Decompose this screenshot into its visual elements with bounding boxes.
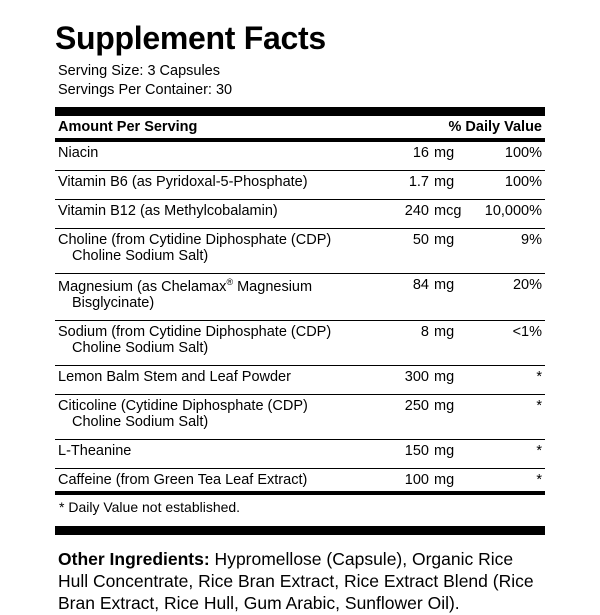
nutrient-amount (358, 320, 470, 359)
nutrient-daily-value: 100% (504, 144, 542, 161)
nutrient-daily-value: 9% (521, 231, 542, 248)
nutrient-name: Vitamin B12 (as Methylcobalamin) (58, 202, 278, 219)
nutrient-daily-value: 10,000% (484, 202, 542, 219)
nutrient-amount (358, 394, 470, 433)
table-row (55, 439, 545, 462)
table-row (55, 320, 545, 359)
nutrient-amount-value: 8 (420, 323, 429, 340)
nutrient-amount-unit: mg (434, 397, 455, 414)
nutrient-amount (358, 273, 470, 313)
nutrient-name-continued: Choline Sodium Salt) (72, 413, 209, 430)
nutrient-name: Lemon Balm Stem and Leaf Powder (58, 368, 291, 385)
other-ingredients-text: Hypromellose (Capsule), Organic Rice Hull Concentrate, Rice Bran Extract, Rice Extract Blend (Rice Bran Extract, Rice Hull, Gum Arabic, Sunflower Oil). (58, 548, 534, 614)
nutrient-name: L-Theanine (58, 442, 132, 459)
nutrient-name-continued: Choline Sodium Salt) (72, 247, 209, 264)
nutrient-amount-value: 300 (404, 368, 429, 385)
nutrient-amount-unit: mg (434, 276, 455, 293)
nutrient-amount (358, 199, 470, 222)
nutrient-amount-value: 250 (404, 397, 429, 414)
nutrient-name: Caffeine (from Green Tea Leaf Extract) (58, 471, 308, 488)
page-title: Supplement Facts (55, 20, 326, 56)
nutrient-amount-value: 240 (404, 202, 429, 219)
nutrient-name: Choline (from Cytidine Diphosphate (CDP) Choline Sodium Salt) (55, 228, 358, 267)
nutrient-daily-value: * (536, 471, 542, 488)
nutrient-amount-unit: mg (434, 368, 455, 385)
nutrient-amount-value: 1.7 (408, 173, 429, 190)
nutrient-name: Citicoline (Cytidine Diphosphate (CDP) Choline Sodium Salt) (55, 394, 358, 433)
servings-per-container-line: Servings Per Container: 30 (58, 82, 233, 99)
table-row (55, 142, 545, 164)
nutrient-amount-value: 50 (412, 231, 429, 248)
nutrient-daily-value: 100% (504, 173, 542, 190)
nutrient-daily-value: * (536, 442, 542, 459)
footnote: * Daily Value not established. (59, 498, 241, 515)
table-row (55, 273, 545, 313)
nutrient-amount-value: 16 (412, 144, 429, 161)
nutrient-amount (358, 468, 470, 491)
serving-size-line: Serving Size: 3 Capsules (58, 62, 220, 79)
nutrient-name-continued: Choline Sodium Salt) (72, 339, 209, 356)
table-row (55, 170, 545, 193)
nutrient-amount-value: 100 (404, 471, 429, 488)
nutrient-amount-unit: mg (434, 231, 455, 248)
nutrient-daily-value: * (536, 368, 542, 385)
table-row (55, 199, 545, 222)
nutrient-name: Vitamin B6 (as Pyridoxal-5-Phosphate) (58, 173, 308, 190)
nutrient-name-continued: Bisglycinate) (72, 294, 155, 311)
nutrient-amount-unit: mg (434, 323, 455, 340)
nutrient-amount-unit: mg (434, 442, 455, 459)
divider-heavy-bottom (55, 526, 545, 535)
nutrient-name: Sodium (from Cytidine Diphosphate (CDP) Choline Sodium Salt) (55, 320, 358, 359)
nutrient-amount (358, 439, 470, 462)
table-row (55, 228, 545, 267)
nutrient-daily-value: <1% (512, 323, 542, 340)
other-ingredients-label: Other Ingredients: (58, 548, 210, 569)
nutrient-amount (358, 228, 470, 267)
nutrient-daily-value: 20% (512, 276, 542, 293)
nutrient-amount-value: 84 (412, 276, 429, 293)
nutrient-amount (358, 142, 470, 164)
divider-heavy-top (55, 107, 545, 116)
header-amount-spacer (343, 116, 448, 138)
header-amount-per-serving: Amount Per Serving (58, 118, 198, 135)
nutrient-amount-unit: mg (434, 471, 455, 488)
table-row (55, 468, 545, 491)
nutrient-rows-table (55, 142, 545, 491)
nutrient-amount-unit: mg (434, 173, 455, 190)
nutrient-name: Magnesium (as Chelamax® Magnesium Bisglycinate) (55, 273, 358, 313)
header-daily-value: % Daily Value (448, 118, 542, 135)
nutrient-name: Niacin (58, 144, 99, 161)
nutrient-table (55, 116, 545, 138)
supplement-facts-panel (55, 22, 545, 615)
nutrient-amount-value: 150 (404, 442, 429, 459)
nutrient-amount-unit: mg (434, 144, 455, 161)
nutrient-amount (358, 170, 470, 193)
table-header-row (55, 116, 545, 138)
nutrient-amount (358, 365, 470, 388)
table-row (55, 394, 545, 433)
nutrient-amount-unit: mcg (434, 202, 462, 219)
table-row (55, 365, 545, 388)
other-ingredients (55, 548, 545, 615)
nutrient-daily-value: * (536, 397, 542, 414)
